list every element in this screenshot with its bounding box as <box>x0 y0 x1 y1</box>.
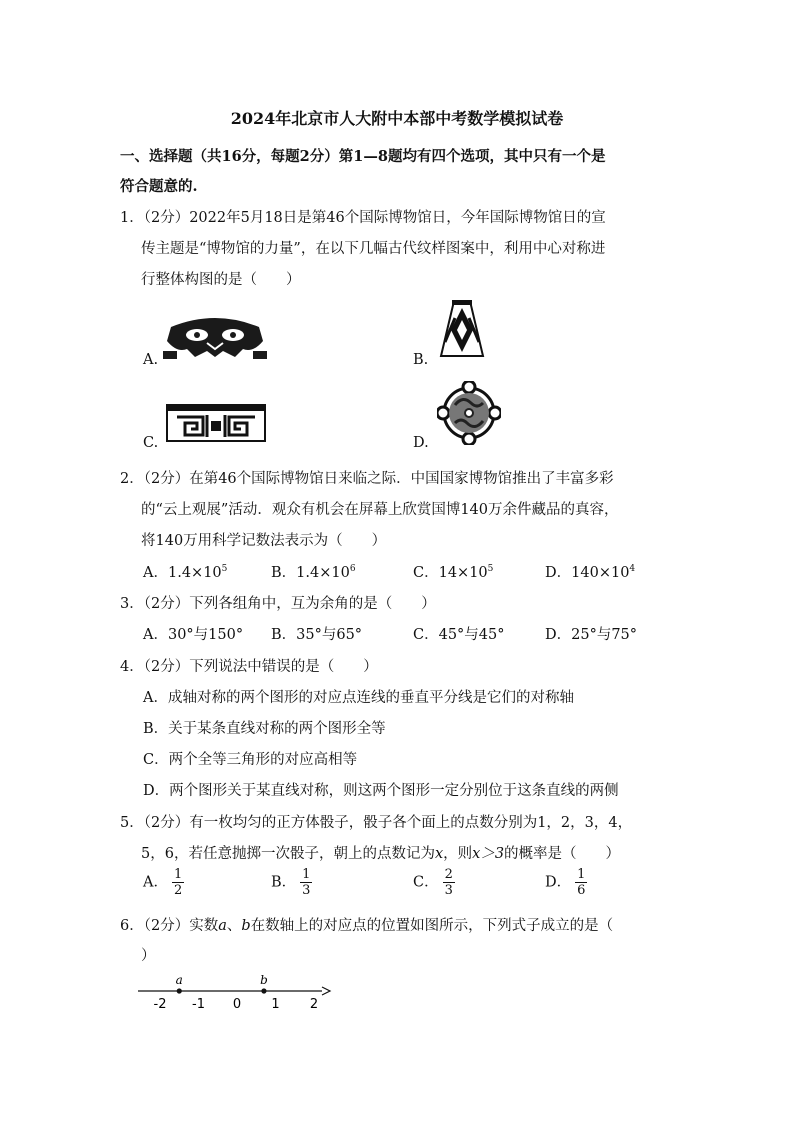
number-line-arrow-icon <box>322 987 330 995</box>
q2-line-1: 2．（2分）在第46个国际博物馆日来临之际．中国国家博物馆推出了丰富多彩 <box>120 471 614 487</box>
q4-option-a: A．成轴对称的两个图形的对应点连线的垂直平分线是它们的对称轴 <box>143 690 574 706</box>
section-1-line-1: 一、选择题（共16分，每题2分）第1—8题均有四个选项，其中只有一个是 <box>120 148 606 165</box>
q3-option-c: C．45°与45° <box>413 627 505 643</box>
number-line-point-a <box>177 988 182 993</box>
q1-option-b-label: B. <box>413 352 429 368</box>
number-line-figure <box>132 966 338 1012</box>
dragon-disc-pattern-icon <box>437 381 501 445</box>
number-line-tick-label: 2 <box>309 997 319 1012</box>
q1-line-3: 行整体构图的是（ ） <box>141 272 301 288</box>
page-title: 2024年北京市人大附中本部中考数学模拟试卷 <box>230 109 564 128</box>
q5-option-c: C． $\frac{2}{3}$ <box>413 867 453 898</box>
q2-option-b: B．$1.4\times 10^6$ <box>271 564 356 581</box>
number-line-tick-label: 1 <box>271 997 280 1012</box>
q3-option-b: B．35°与65° <box>271 627 363 643</box>
q2-option-c: C．$14\times 10^5$ <box>413 564 494 581</box>
q1-option-d-label: D. <box>413 435 429 451</box>
fret-band-pattern-icon <box>163 401 269 445</box>
q2-option-a: A．$1.4\times 10^5$ <box>143 564 228 581</box>
q2-line-3: 将140万用科学记数法表示为（ ） <box>141 533 387 549</box>
q6-line-2: ） <box>141 948 156 964</box>
q4-line-1: 4．（2分）下列说法中错误的是（ ） <box>120 659 378 675</box>
number-line-point-b <box>261 988 266 993</box>
number-line-tick-label: -2 <box>153 997 167 1012</box>
q2-option-d: D．$140\times 10^4$ <box>545 564 636 581</box>
number-line-point-label-a: a <box>175 973 183 987</box>
q1-line-1: 1．（2分）2022年5月18日是第46个国际博物馆日，今年国际博物馆日的宣 <box>120 210 606 226</box>
q5-option-b: B． $\frac{1}{3}$ <box>271 867 311 898</box>
section-1-line-2: 符合题意的. <box>120 178 198 195</box>
q4-option-c: C．两个全等三角形的对应高相等 <box>143 752 358 768</box>
q2-line-2: 的“云上观展”活动．观众有机会在屏幕上欣赏国博140万余件藏品的真容， <box>141 502 619 518</box>
vase-pattern-icon <box>437 298 487 360</box>
q3-option-d: D．25°与75° <box>545 627 638 643</box>
q3-option-a: A．30°与150° <box>143 627 244 643</box>
q4-option-d: D．两个图形关于某直线对称，则这两个图形一定分别位于这条直线的两侧 <box>143 783 619 799</box>
q5-line-1: 5．（2分）有一枚均匀的正方体骰子，骰子各个面上的点数分别为1，2，3，4， <box>120 815 633 831</box>
number-line-point-label-b: b <box>260 973 268 987</box>
q3-line-1: 3．（2分）下列各组角中，互为余角的是（ ） <box>120 596 436 612</box>
q5-option-a: A． $\frac{1}{2}$ <box>143 867 183 898</box>
q5-line-2: 5，6，若任意抛掷一次骰子，朝上的点数记为x，则x＞3的概率是（ ） <box>141 846 621 862</box>
q5-option-d: D． $\frac{1}{6}$ <box>545 867 586 898</box>
number-line-tick-label: 0 <box>232 997 242 1012</box>
mask-pattern-icon <box>163 313 267 365</box>
q1-option-c-label: C. <box>143 435 159 451</box>
q1-line-2: 传主题是“博物馆的力量”，在以下几幅古代纹样图案中，利用中心对称进 <box>141 241 606 257</box>
number-line-tick-label: -1 <box>192 997 205 1012</box>
q4-option-b: B．关于某条直线对称的两个图形全等 <box>143 721 386 737</box>
q6-line-1: 6．（2分）实数a、b在数轴上的对应点的位置如图所示，下列式子成立的是（ <box>120 918 614 934</box>
q1-option-a-label: A. <box>143 352 159 368</box>
